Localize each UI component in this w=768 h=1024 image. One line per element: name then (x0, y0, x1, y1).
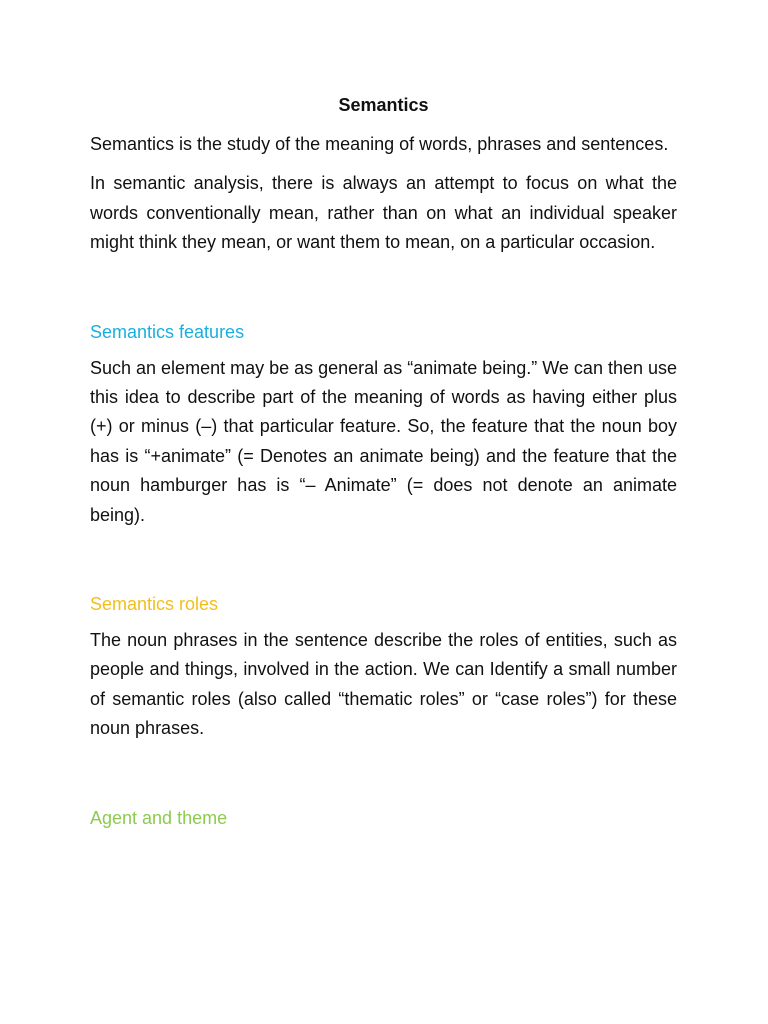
paragraph-semantics-roles: The noun phrases in the sentence describe the roles of entities, such as people and things, involved in the action. We can Identify a small number of semantic roles (also called “thematic roles” or “case roles”) for these noun phrases. (90, 630, 677, 739)
document-title: Semantics (338, 95, 429, 115)
section-spacer (90, 268, 677, 318)
document-page (90, 92, 677, 840)
intro-paragraph-2: In semantic analysis, there is always an attempt to focus on what the words conventionally mean, rather than on what an individual speaker might think they mean, or want them to mean, on a particular occasion. (90, 173, 677, 253)
heading-semantics-roles: Semantics roles (90, 594, 219, 615)
intro-paragraph-1: Semantics is the study of the meaning of words, phrases and sentences. (90, 134, 669, 154)
heading-semantics-features: Semantics features (90, 321, 245, 342)
heading-agent-and-theme: Agent and theme (90, 807, 228, 828)
section-spacer (90, 540, 677, 590)
paragraph-semantics-features: Such an element may be as general as “animate being.” We can then use this idea to describe part of the meaning of words as having either plus (+) or minus (–) that particular feature. So, the feature that the noun boy has is “+animate” (= Denotes an animate being) and the feature that the noun hamburger has is “– Animate” (= does not denote an animate being). (90, 357, 678, 525)
section-spacer (90, 754, 677, 804)
